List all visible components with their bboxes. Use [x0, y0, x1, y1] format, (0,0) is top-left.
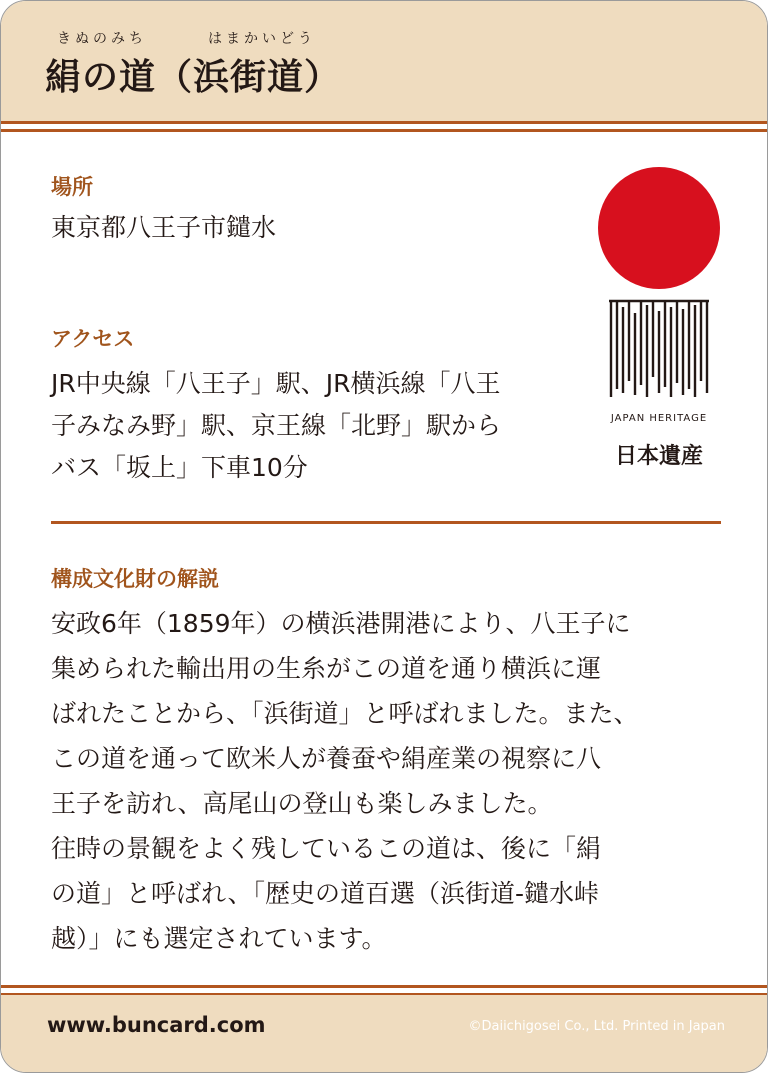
- title-ruby-left: きぬのみち: [57, 31, 147, 47]
- explanation-line: 越）」にも選定されています。: [51, 924, 387, 953]
- explanation-line: この道を通って欧米人が養蚕や絹産業の視察に八: [51, 744, 602, 773]
- explanation-line: 安政6年（1859年）の横浜港開港により、八王子に: [51, 609, 631, 638]
- location-heading: 場所: [51, 175, 93, 199]
- japan-heritage-sun-icon: [598, 167, 720, 289]
- header-rule-top: [1, 121, 767, 124]
- explanation-line: 集められた輸出用の生糸がこの道を通り横浜に運: [51, 654, 602, 683]
- access-text: [51, 363, 501, 489]
- explanation-line: 王子を訪れ、高尾山の登山も楽しみました。: [51, 789, 553, 818]
- access-line: 子みなみ野」駅、京王線「北野」駅から: [51, 411, 502, 440]
- access-line: バス「坂上」下車10分: [51, 453, 308, 482]
- explanation-line: の道」と呼ばれ、「歴史の道百選（浜街道-鑓水峠: [51, 879, 600, 908]
- access-heading: アクセス: [51, 327, 135, 351]
- footer-url[interactable]: www.buncard.com: [47, 1013, 266, 1037]
- explanation-line: ばれたことから、「浜街道」と呼ばれました。また、: [51, 699, 639, 728]
- explanation-text: [51, 601, 639, 961]
- title-ruby-right: はまかいどう: [208, 31, 316, 47]
- section-divider: [51, 521, 721, 524]
- footer-rule-top: [1, 985, 767, 988]
- location-text: 東京都八王子市鑓水: [51, 213, 277, 242]
- explanation-line: 往時の景観をよく残しているこの道は、後に「絹: [51, 834, 602, 863]
- japan-heritage-label-en: JAPAN HERITAGE: [610, 413, 708, 424]
- japan-heritage-mark-icon: [605, 297, 713, 401]
- access-line: JR中央線「八王子」駅、JR横浜線「八王: [51, 369, 501, 398]
- japan-heritage-label-jp: 日本遺産: [614, 443, 703, 469]
- footer-copyright: ©Daiichigosei Co., Ltd. Printed in Japan: [468, 1019, 725, 1034]
- page-title: 絹の道（浜街道）: [45, 57, 342, 98]
- header-rule-bottom: [1, 129, 767, 132]
- explanation-heading: 構成文化財の解説: [51, 567, 219, 591]
